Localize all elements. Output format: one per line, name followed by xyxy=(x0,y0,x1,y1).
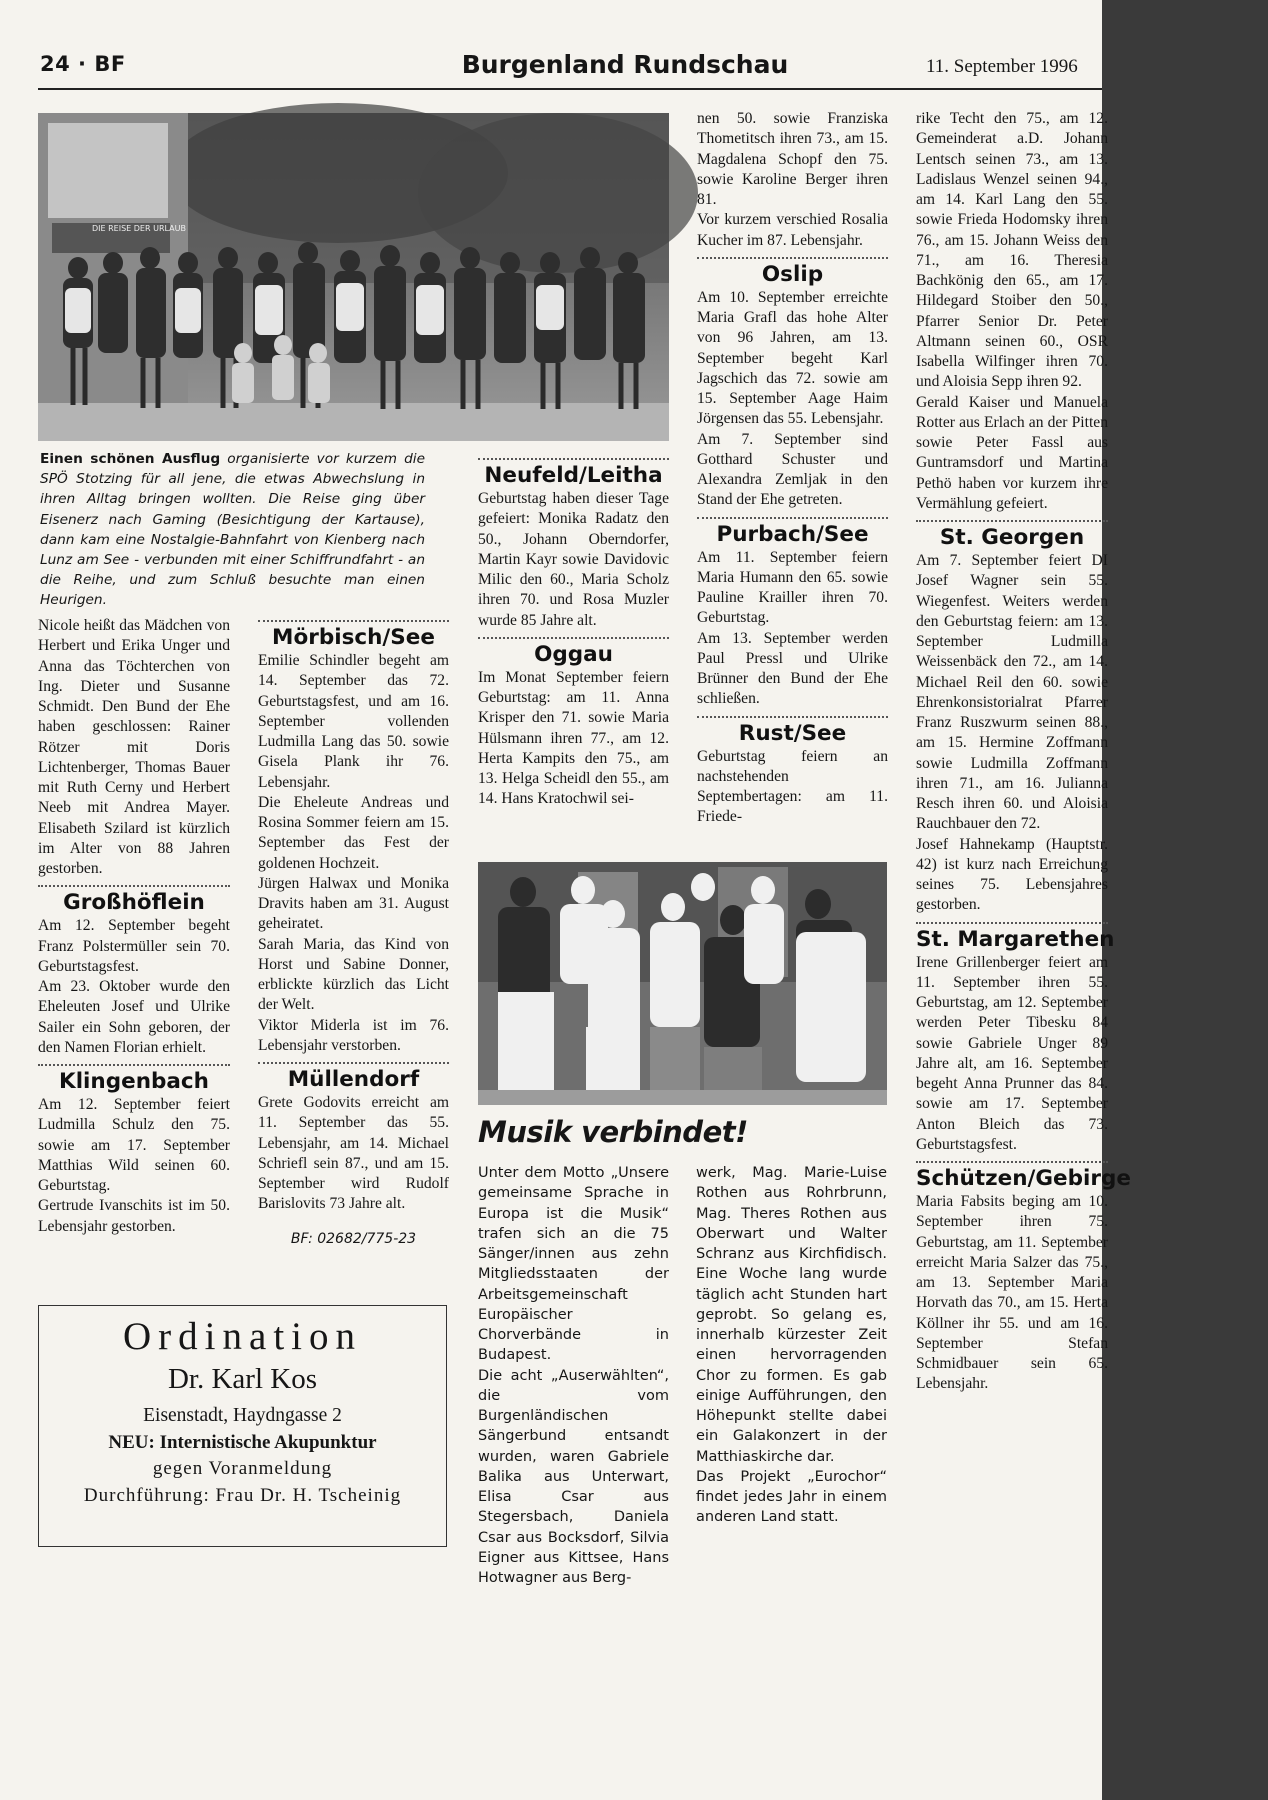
column-5 xyxy=(916,109,1131,1395)
dotted-separator xyxy=(697,716,888,718)
caption-lead: Einen schönen Ausflug xyxy=(40,451,221,467)
grosshoeflein-paragraph-1: Am 12. September begeht Franz Polstermüller sein 70. Geburtstagsfest. xyxy=(38,917,230,975)
section-heading-moerbisch: Mörbisch/See xyxy=(272,625,435,650)
births-marriages-paragraph: Nicole heißt das Mädchen von Herbert und Erika Unger und Anna das Töchterchen von Ing. Dieter und Susanne Schmidt. Den Bund der Ehe haben geschlossen: Rainer Rötzer mit Doris Lichtenberger, Thomas Bauer mit Ruth Cerny und Herbert Neeb mit Andrea Mayer. Elisabeth Szilard ist kürzlich im Alter von 88 Jahren gestorben. xyxy=(38,617,230,877)
moerbisch-paragraph-5: Viktor Miderla ist im 76. Lebensjahr verstorben. xyxy=(258,1016,449,1054)
excursion-photo-graphic xyxy=(38,113,669,441)
oggau-continued-paragraph: nen 50. sowie Franziska Thometitsch ihren 73., am 15. Magdalena Schopf den 75. sowie Karoline Berger ihren 81. xyxy=(697,110,888,208)
column-4 xyxy=(697,109,888,828)
oslip-paragraph-1: Am 10. September erreichte Maria Grafl das hohe Alter von 96 Jahren, am 13. September begeht Karl Jagschich das 72. sowie am 15. September Aage Haim Jörgensen das 55. Lebensjahr. xyxy=(697,288,888,428)
dotted-separator xyxy=(258,620,449,622)
dotted-separator xyxy=(478,458,669,460)
dotted-separator xyxy=(38,1064,230,1066)
ad-address: Eisenstadt, Haydngasse 2 xyxy=(143,1405,342,1426)
dotted-separator xyxy=(258,1062,449,1064)
ordination-advertisement xyxy=(38,1305,447,1547)
section-heading-oslip: Oslip xyxy=(761,261,824,287)
ad-performed-by: Durchführung: Frau Dr. H. Tscheinig xyxy=(83,1485,402,1506)
issue-date: 11. September 1996 xyxy=(926,56,1078,77)
svg-text:DIE REISE DER URLAUB: DIE REISE DER URLAUB xyxy=(92,224,186,233)
dotted-separator xyxy=(697,257,888,259)
st-georgen-paragraph-1: Am 7. September feiert DI Josef Wagner sein 55. Wiegenfest. Weiters werden den Geburtstag feiern: am 13. September Ludmilla Weissenbäck den 72., am 14. Michael Reil den 60. sowie Ehrenkonsistorialrat Pfarrer Franz Ruszwurm seinen 88., am 15. Hermine Zoffmann sowie Ludmilla Zoffmann ihren 71., am 16. Julianna Resch ihren 60. und Aloisia Rauchbauer den 72. xyxy=(916,552,1108,833)
musik-paragraph-2: Die acht „Auserwählten“, die vom Burgenländischen Sängerbund entsandt wurden, waren Gabriele Balika aus Unterwart, Elisa Csar aus Stegersbach, Daniela Csar aus Bocksdorf, Silvia Eigner aus Kittsee, Hans Hotwagner aus Berg- xyxy=(478,1367,669,1586)
purbach-paragraph-2: Am 13. September werden Paul Pressl und Ulrike Brünner den Bund der Ehe schließen. xyxy=(697,629,888,708)
dotted-separator xyxy=(478,637,669,639)
rust-continued-paragraph: rike Techt den 75., am 12. Gemeinderat a.D. Johann Lentsch seinen 73., am 13. Ladislaus Wenzel seinen 94., am 14. Karl Lang den 55. sowie Frieda Hodomsky ihren 76., am 15. Johann Weiss den 71., am 16. Theresia Bachkönig den 65., am 17. Hildegard Stoiber den 50., Pfarrer Senior Dr. Peter Altmann seinen 60., OSR Isabella Wilfinger ihren 70. und Aloisia Sepp ihren 92. xyxy=(916,110,1108,391)
reporter-signature: BF: 02682/775-23 xyxy=(290,1230,417,1247)
rust-marriages-paragraph: Gerald Kaiser und Manuela Rotter aus Erlach an der Pitten sowie Peter Fassl aus Guntramsdorf und Martina Pethö haben vor kurzem ihre Vermählung gefeiert. xyxy=(916,393,1108,512)
section-heading-grosshoeflein: Großhöflein xyxy=(63,890,205,916)
dotted-separator xyxy=(697,517,888,519)
ad-new-service: NEU: Internistische Akupunktur xyxy=(108,1432,377,1453)
grosshoeflein-paragraph-2: Am 23. Oktober wurde den Eheleuten Josef und Ulrike Sailer ein Sohn geboren, der den Namen Florian erhielt. xyxy=(38,978,230,1056)
newspaper-title: Burgenland Rundschau xyxy=(461,50,789,79)
st-margarethen-paragraph-1: Irene Grillenberger feiert am 11. September ihren 55. Geburtstag, am 12. September werden Peter Tibesku 84 sowie Gabriele Unger 89 Jahre alt, am 16. September begeht Anna Prunner das 84. sowie am 17. September Anton Bleich das 73. Geburtstagsfest. xyxy=(916,953,1108,1153)
dotted-separator xyxy=(916,520,1108,522)
oggau-paragraph-1: Im Monat September feiern Geburtstag: am 11. Anna Krisper den 71. sowie Maria Hülsmann ihren 77., am 12. Herta Kampits den 75., am 13. Helga Scheidl den 55., am 14. Hans Kratochwil sei- xyxy=(478,668,669,808)
musik-paragraph-3: werk, Mag. Marie-Luise Rothen aus Rohrbrunn, Mag. Theres Rothen aus Oberwart und Walter Schranz aus Kirchfidisch. Eine Woche lang wurde täglich acht Stunden hart geprobt. So gelang es, innerhalb kürzester Zeit einen hervorragenden Chor zu formen. Es gab einige Aufführungen, den Höhepunkt stellte dabei ein Galakonzert in der Matthiaskirche dar. xyxy=(696,1165,887,1465)
section-heading-purbach: Purbach/See xyxy=(716,521,869,547)
dotted-separator xyxy=(38,885,230,887)
section-heading-neufeld: Neufeld/Leitha xyxy=(484,463,663,488)
section-heading-klingenbach: Klingenbach xyxy=(59,1069,209,1094)
purbach-paragraph-1: Am 11. September feiern Maria Humann den 65. sowie Pauline Krailler ihren 70. Geburtstag. xyxy=(697,548,888,627)
section-heading-st-margarethen: St. Margarethen xyxy=(916,926,1115,952)
ad-appointment-note: gegen Voranmeldung xyxy=(152,1458,333,1479)
dotted-separator xyxy=(916,922,1108,924)
caption-text: organisierte vor kurzem die SPÖ Stotzing für all jene, die etwas Abwechslung in ihren Alltag bringen wollten. Die Reise ging über Eisenerz nach Gaming (Besichtigung der Kartause), dann kam eine Nostalgie-Bahnfahrt von Kienberg nach Lunz am See - verbunden mit einer Schiffrundfahrt - an die Reihe, und zum Schluß besuchte man einen Heurigen. xyxy=(40,451,425,609)
ad-doctor-name: Dr. Karl Kos xyxy=(167,1363,317,1395)
header-rule xyxy=(38,88,1102,90)
column-3 xyxy=(478,452,669,810)
section-heading-rust: Rust/See xyxy=(738,720,847,746)
oggau-obituary-paragraph: Vor kurzem verschied Rosalia Kucher im 87. Lebensjahr. xyxy=(697,211,888,249)
column-2 xyxy=(258,616,449,1249)
oslip-paragraph-2: Am 7. September sind Gotthard Schuster und Alexandra Zemljak in den Stand der Ehe getreten. xyxy=(697,430,888,509)
page-number: 24 · BF xyxy=(40,52,126,76)
excursion-group-photo xyxy=(38,113,669,441)
column-1 xyxy=(38,616,230,1237)
schuetzen-paragraph-1: Maria Fabsits beging am 10. September ihren 75. Geburtstag, am 11. September erreicht Maria Salzer das 75., am 13. September Maria Horvath das 70., am 15. Herta Köllner ihr 55. und am 16. September Stefan Schmidbauer sein 65. Lebensjahr. xyxy=(916,1193,1108,1393)
choir-photo-graphic xyxy=(478,862,887,1105)
musik-paragraph-1: Unter dem Motto „Unsere gemeinsame Sprache in Europa ist die Musik“ trafen sich an die 75 Sänger/innen aus zehn Mitgliedsstaaten der Arbeitsgemeinschaft Europäischer Chorverbände in Budapest. xyxy=(478,1165,669,1364)
musik-article-headline: Musik verbindet! xyxy=(478,1115,748,1149)
neufeld-paragraph-1: Geburtstag haben dieser Tage gefeiert: Monika Radatz den 50., Johann Oberndorfer, Martin Kayr sowie Davidovic Milic den 60., Maria Scholz ihren 70. und Rosa Muzler wurde 85 Jahre alt. xyxy=(478,490,669,629)
dotted-separator xyxy=(916,1161,1108,1163)
section-heading-oggau: Oggau xyxy=(534,641,613,667)
moerbisch-paragraph-2: Die Eheleute Andreas und Rosina Sommer feiern am 15. September das Fest der goldenen Hochzeit. xyxy=(258,793,449,872)
muellendorf-paragraph-1: Grete Godovits erreicht am 11. September das 55. Lebensjahr, am 14. Michael Schriefl sein 87., und am 15. September wird Rudolf Barislovits 73 Jahre alt. xyxy=(258,1094,449,1213)
klingenbach-paragraph-2: Gertrude Ivanschits ist im 50. Lebensjahr gestorben. xyxy=(38,1197,230,1235)
choir-group-photo xyxy=(478,862,887,1105)
musik-paragraph-4: Das Projekt „Eurochor“ findet jedes Jahr in einem anderen Land statt. xyxy=(696,1468,887,1526)
moerbisch-paragraph-3: Jürgen Halwax und Monika Dravits haben am 31. August geheiratet. xyxy=(258,874,449,933)
musik-article-column-right xyxy=(696,1163,887,1528)
musik-article-column-left xyxy=(478,1163,669,1588)
section-heading-muellendorf: Müllendorf xyxy=(287,1067,420,1092)
section-heading-schuetzen: Schützen/Gebirge xyxy=(916,1166,1131,1191)
rust-paragraph-1: Geburtstag feiern an nachstehenden Septembertagen: am 11. Friede- xyxy=(697,747,888,826)
ad-title: Ordination xyxy=(123,1315,362,1358)
excursion-photo-caption xyxy=(40,449,425,611)
st-georgen-paragraph-2: Josef Hahnekamp (Hauptstr. 42) ist kurz nach Erreichung seines 75. Lebensjahres gestorben. xyxy=(916,835,1108,914)
klingenbach-paragraph-1: Am 12. September feiert Ludmilla Schulz den 75. sowie am 17. September Matthias Wild seinen 60. Geburtstag. xyxy=(38,1096,230,1194)
moerbisch-paragraph-1: Emilie Schindler begeht am 14. September das 72. Geburtstagsfest, und am 16. September vollenden Ludmilla Lang das 50. sowie Gisela Plank ihr 76. Lebensjahr. xyxy=(258,652,449,791)
moerbisch-paragraph-4: Sarah Maria, das Kind von Horst und Sabine Donner, erblickte kürzlich das Licht der Welt. xyxy=(258,935,449,1014)
section-heading-st-georgen: St. Georgen xyxy=(939,525,1085,550)
